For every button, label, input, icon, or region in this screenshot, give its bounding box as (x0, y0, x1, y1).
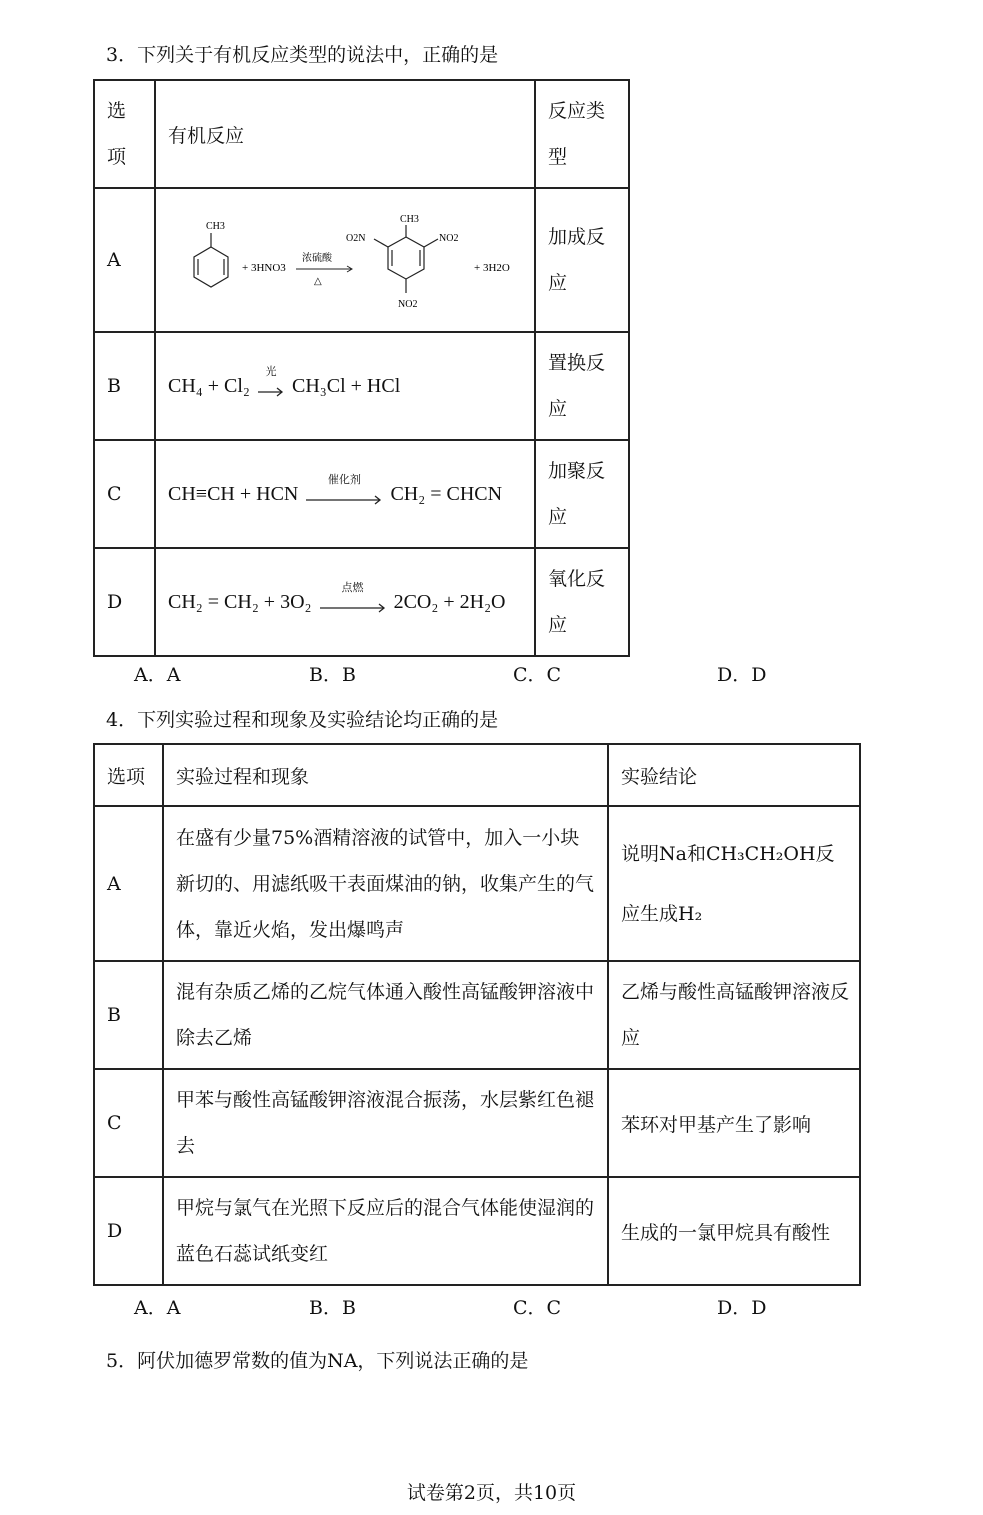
water-label: + 3H2O (474, 262, 510, 274)
q3-row-a-type: 加成反应 (535, 188, 629, 332)
q3-row-d-equation (155, 548, 535, 656)
eq-b-cond: 光 (265, 364, 277, 378)
q4-option-c[interactable]: C．C (513, 1297, 562, 1319)
eq-d-lhs: CH₂ = CH₂ + 3O₂ (168, 590, 312, 613)
eq-b-rhs: CH₃Cl + HCl (292, 374, 401, 397)
q4-header-process: 实验过程和现象 (163, 744, 608, 806)
q3-row-c-type: 加聚反应 (535, 440, 629, 548)
tnt-ch3-label: CH3 (400, 214, 419, 225)
eq-c-rhs: CH₂ = CHCN (390, 482, 503, 505)
q3-row-b-equation (155, 332, 535, 440)
heat-label: △ (314, 276, 322, 287)
q4-table (93, 743, 861, 1286)
q4-row-a-conclusion: 说明Na和CH₃CH₂OH反应生成H₂ (608, 806, 860, 961)
q4-row-b-conclusion: 乙烯与酸性高锰酸钾溶液反应 (608, 961, 860, 1069)
q3-row-a-equation (155, 188, 535, 332)
q3-header-option: 选项 (94, 80, 155, 188)
no2-bottom-label: NO2 (398, 299, 418, 310)
eq-d-cond: 点燃 (341, 580, 364, 594)
q4-header-option: 选项 (94, 744, 163, 806)
q3-row-a-letter: A (94, 188, 155, 332)
q4-option-a[interactable]: A．A (134, 1297, 181, 1319)
q3-row-b-letter: B (94, 332, 155, 440)
eq-c-cond: 催化剂 (327, 472, 361, 486)
q3-option-b[interactable]: B．B (309, 664, 356, 686)
no2-right-label: NO2 (439, 233, 459, 244)
q3-row-c-letter: C (94, 440, 155, 548)
q4-row-d-conclusion: 生成的一氯甲烷具有酸性 (608, 1177, 860, 1285)
q3-option-d[interactable]: D．D (717, 664, 767, 686)
q4-option-d[interactable]: D．D (717, 1297, 767, 1319)
eq-b-lhs: CH₄ + Cl₂ (168, 374, 250, 397)
q3-row-b-type: 置换反应 (535, 332, 629, 440)
eq-b-arrow (258, 364, 284, 393)
q3-row-d-type: 氧化反应 (535, 548, 629, 656)
q3-row-d-letter: D (94, 548, 155, 656)
q4-row-a-process: 在盛有少量75%酒精溶液的试管中，加入一小块新切的、用滤纸吸干表面煤油的钠，收集产生的气体，靠近火焰，发出爆鸣声 (163, 806, 608, 961)
q4-header-conclusion: 实验结论 (608, 744, 860, 806)
q3-table (93, 79, 630, 657)
o2n-label: O2N (346, 233, 366, 244)
q3-header-type: 反应类型 (535, 80, 629, 188)
eq-d-arrow (320, 580, 386, 609)
q3-option-a[interactable]: A．A (134, 664, 181, 686)
q4-row-a-letter: A (94, 806, 163, 961)
nitration-equation-diagram (156, 189, 534, 326)
q5-stem: 5．阿伏加德罗常数的值为NA，下列说法正确的是 (106, 1350, 529, 1372)
q3-stem: 3．下列关于有机反应类型的说法中，正确的是 (106, 44, 499, 66)
tnt-structure (374, 225, 438, 293)
q3-row-c-equation (155, 440, 535, 548)
q4-stem: 4．下列实验过程和现象及实验结论均正确的是 (106, 709, 499, 731)
page-footer: 试卷第2页，共10页 (406, 1482, 577, 1504)
q4-row-d-process: 甲烷与氯气在光照下反应后的混合气体能使湿润的蓝色石蕊试纸变红 (163, 1177, 608, 1285)
q3-header-reaction: 有机反应 (155, 80, 535, 188)
toluene-ch3-label: CH3 (206, 221, 225, 232)
eq-c-arrow (306, 472, 382, 501)
nitric-acid-label: + 3HNO3 (242, 262, 286, 274)
q4-row-c-conclusion: 苯环对甲基产生了影响 (608, 1069, 860, 1177)
q4-row-b-process: 混有杂质乙烯的乙烷气体通入酸性高锰酸钾溶液中除去乙烯 (163, 961, 608, 1069)
q4-row-d-letter: D (94, 1177, 163, 1285)
eq-c-lhs: CH≡CH + HCN (168, 482, 299, 505)
conc-h2so4-label: 浓硫酸 (302, 253, 332, 264)
q4-row-b-letter: B (94, 961, 163, 1069)
toluene-structure (194, 233, 228, 287)
q4-row-c-process: 甲苯与酸性高锰酸钾溶液混合振荡，水层紫红色褪去 (163, 1069, 608, 1177)
q4-option-b[interactable]: B．B (309, 1297, 356, 1319)
q4-row-c-letter: C (94, 1069, 163, 1177)
eq-d-rhs: 2CO₂ + 2H₂O (393, 590, 506, 613)
q3-option-c[interactable]: C．C (513, 664, 562, 686)
